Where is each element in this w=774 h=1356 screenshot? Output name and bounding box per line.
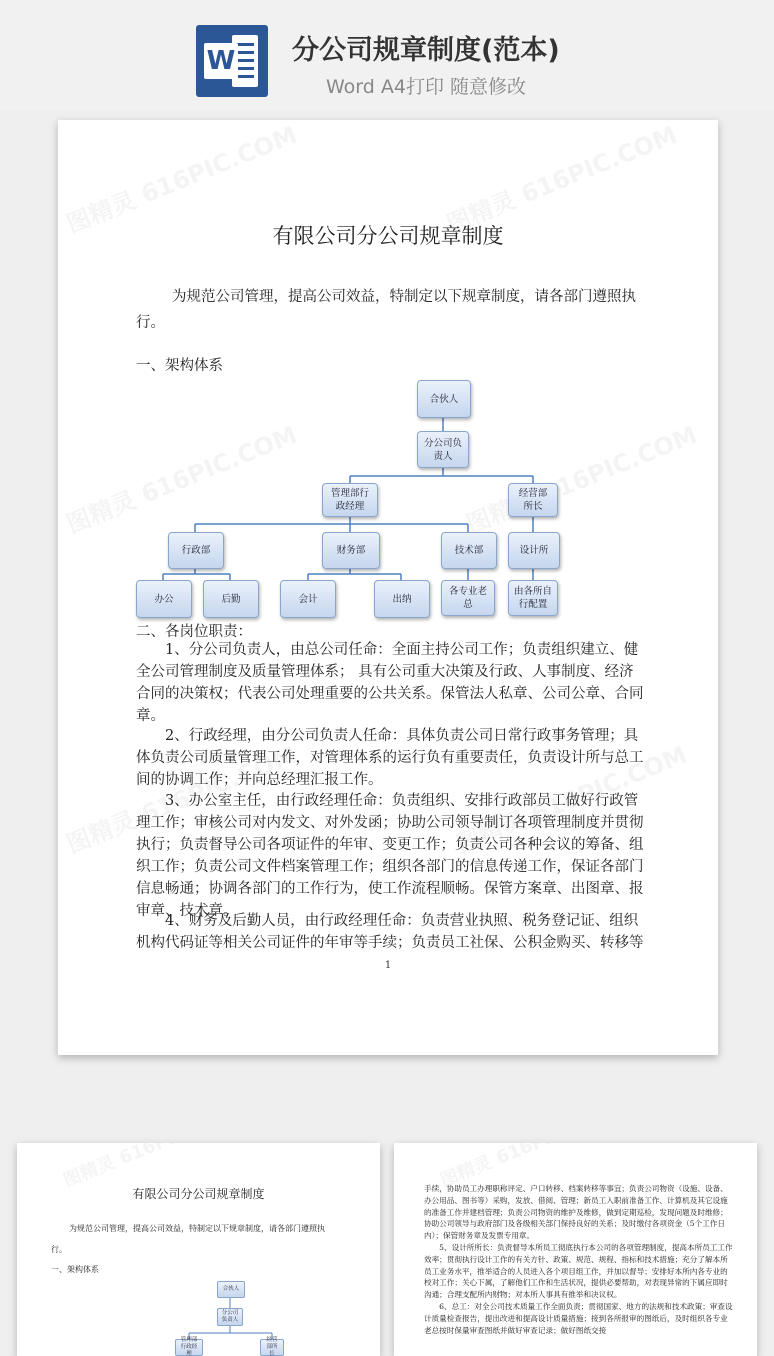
thumb-org-node-head: 分公司负责人 — [217, 1308, 243, 1326]
word-icon — [196, 25, 268, 97]
thumb-org-node-admin-manager: 管理部行政经理 — [175, 1339, 203, 1356]
org-chart — [128, 372, 568, 622]
document-page-thumbnail-2 — [17, 1143, 380, 1356]
org-node-specialty-review: 各专业老总 — [441, 580, 495, 616]
org-node-accounting: 会计 — [280, 580, 336, 618]
org-node-finance-dept: 财务部 — [322, 532, 380, 569]
org-node-admin-dept: 行政部 — [168, 532, 224, 569]
document-page-thumbnail-3 — [394, 1143, 757, 1356]
org-node-admin-manager: 管理部行政经理 — [322, 483, 378, 517]
duty-paragraph-2: 2、行政经理，由分公司负责人任命：具体负责公司日常行政事务管理；具体负责公司质量管理工作，对管理体系的运行负有重要责任，负责设计所与总工间的协调工作；并向总经理汇报工作。 — [136, 728, 644, 788]
thumb-org-node-partner: 合伙人 — [217, 1281, 245, 1298]
org-node-head: 分公司负责人 — [417, 431, 469, 468]
org-node-design-config: 由各所自行配置 — [508, 580, 558, 616]
thumb-org-node-ops-director: 经营部所长 — [260, 1339, 284, 1356]
org-node-logistics: 后勤 — [203, 580, 259, 618]
section-heading-1: 一、架构体系 — [136, 358, 223, 374]
header-subtitle: Word A4打印 随意修改 — [326, 76, 527, 98]
page-number: 1 — [384, 960, 392, 971]
thumb-section-1: 一、架构体系 — [51, 1265, 99, 1274]
thumb-intro-line-2: 行。 — [51, 1245, 67, 1254]
thumb-org-connectors — [17, 1143, 380, 1356]
org-node-office: 办公 — [136, 580, 192, 618]
org-node-cashier: 出纳 — [374, 580, 430, 618]
thumb-intro-line-1: 为规范公司管理，提高公司效益，特制定以下规章制度，请各部门遵照执 — [69, 1224, 325, 1233]
header-title: 分公司规章制度(范本) — [292, 35, 560, 66]
duty-paragraph-3: 3、办公室主任，由行政经理任命：负责组织、安排行政部员工做好行政管理工作；审核公司对内发文、对外发函；协助公司领导制订各项管理制度并贯彻执行；负责督导公司各项证件的年审、变更工作；负责公司各种会议的筹备、组织工作；负责公司文件档案管理工作；组织各部门的信息传递工作，保证各部门信息畅通；协调各部门的工作行为，使工作流程顺畅。保管方案章、出图章、报审章、技术章。 — [136, 793, 644, 919]
doc-title: 有限公司分公司规章制度 — [272, 224, 504, 248]
intro-paragraph: 为规范公司管理，提高公司效益，特制定以下规章制度，请各部门遵照执行。 — [136, 289, 636, 331]
header — [0, 0, 774, 110]
word-letter: W — [204, 43, 238, 79]
thumb-body-text: 手续，协助员工办理职称评定、户口转移、档案转移等事宜；负责公司物资（设施、设备、办公用品、图书等）采购，发放、借阅、管理；新员工入职前准备工作、计算机及其它设施的准备工作并建档管理；负责公司物资的维护及维修，做到定期巡检，发现问题及时维修；协助公司领导与政府部门及各级相关部门保持良好的关系；及时缴付各项资金（5个工作日内）；保管财务章及发票专用章。 5、设计所所长：负责督导本所员工彻底执行本公司的各项管理制度，提高本所员工工作效率；贯彻执行设计工作的有关方针、政策、规范、规程、指标和技术措施；充分了解本所员工业务水平，推举适合的人员进入各个项目组工作，并加以督导；安排好本所内各专业的校对工作；关心下属，了解他们工作和生活状况，提供必要帮助，对表现异常的下属应即时沟通；合理支配所内财物；对本所人事具有推举和决议权。 6、总工：对全公司技术质量工作全面负责；贯彻国家、地方的法规和技术政策；审查设计质量检查报告，提出改进和提高设计质量措施；接到各所报审的图纸后，及时组织各专业老总按时保量审查图纸并做好审查记录；做好图纸交接 — [424, 1184, 733, 1335]
duty-paragraph-1: 1、分公司负责人，由总公司任命：全面主持公司工作；负责组织建立、健全公司管理制度及质量管理体系； 具有公司重大决策及行政、人事制度、经济合同的决策权；代表公司处理重要的公共关系。保管法人私章、公司公章、合同章。 — [136, 642, 644, 724]
document-page-1 — [58, 120, 718, 1055]
section-heading-2: 二、各岗位职责： — [136, 624, 252, 640]
org-node-ops-director: 经营部所长 — [508, 483, 558, 517]
org-node-design-inst: 设计所 — [508, 532, 560, 569]
org-node-partner: 合伙人 — [417, 380, 471, 418]
duty-paragraph-4: 4、财务及后勤人员，由行政经理任命：负责营业执照、税务登记证、组织机构代码证等相关公司证件的年审等手续；负责员工社保、公积金购买、转移等 — [136, 913, 644, 951]
thumb-title: 有限公司分公司规章制度 — [132, 1187, 265, 1201]
org-node-tech-dept: 技术部 — [441, 532, 497, 569]
